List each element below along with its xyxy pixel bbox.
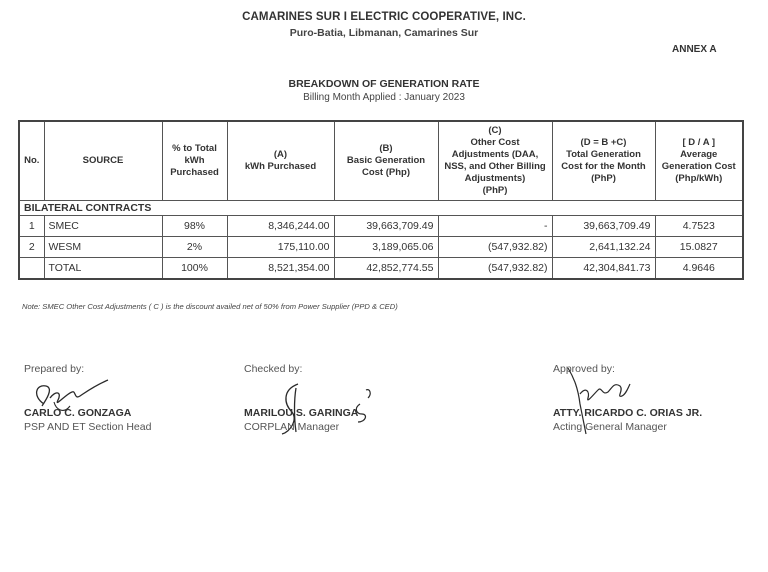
prepared-by-role: PSP AND ET Section Head: [24, 421, 152, 433]
section-row: [19, 201, 743, 216]
header-basic-cost: (B) Basic Generation Cost (Php): [334, 121, 438, 201]
approved-by-label: Approved by:: [553, 363, 615, 375]
row-source: SMEC: [44, 216, 162, 237]
table-row: [19, 237, 743, 258]
row-avg-cost: 15.0827: [655, 237, 743, 258]
row-avg-cost: 4.7523: [655, 216, 743, 237]
total-label: TOTAL: [44, 258, 162, 280]
total-avg-cost: 4.9646: [655, 258, 743, 280]
section-label: BILATERAL CONTRACTS: [19, 201, 743, 216]
header-kwh: (A) kWh Purchased: [227, 121, 334, 201]
header-pct: % to Total kWh Purchased: [162, 121, 227, 201]
row-basic-cost: 3,189,065.06: [334, 237, 438, 258]
approved-by-name: ATTY. RICARDO C. ORIAS JR.: [553, 407, 703, 419]
row-basic-cost: 39,663,709.49: [334, 216, 438, 237]
approved-by-role: Acting General Manager: [553, 421, 667, 433]
generation-rate-table: [18, 120, 744, 280]
table-header-row: [19, 121, 743, 201]
total-basic-cost: 42,852,774.55: [334, 258, 438, 280]
row-other-cost: -: [438, 216, 552, 237]
checked-by-name: MARILOU S. GARINGA: [244, 407, 359, 419]
total-row: [19, 258, 743, 280]
row-source: WESM: [44, 237, 162, 258]
checked-by-role: CORPLAN Manager: [244, 421, 340, 433]
total-kwh: 8,521,354.00: [227, 258, 334, 280]
row-kwh: 175,110.00: [227, 237, 334, 258]
prepared-by-name: CARLO C. GONZAGA: [24, 407, 132, 419]
total-pct: 100%: [162, 258, 227, 280]
row-total-cost: 2,641,132.24: [552, 237, 655, 258]
total-no: [19, 258, 44, 280]
row-total-cost: 39,663,709.49: [552, 216, 655, 237]
organization-name: CAMARINES SUR I ELECTRIC COOPERATIVE, INC.: [242, 11, 526, 23]
billing-month: Billing Month Applied : January 2023: [303, 92, 465, 103]
organization-address: Puro-Batia, Libmanan, Camarines Sur: [289, 27, 479, 39]
annex-label: ANNEX A: [672, 44, 717, 55]
header-avg-cost: [ D / A ] Average Generation Cost (Php/kWh): [655, 121, 743, 201]
document-title: BREAKDOWN OF GENERATION RATE: [288, 78, 480, 90]
total-other-cost: (547,932.82): [438, 258, 552, 280]
table-row: [19, 216, 743, 237]
row-no: 1: [19, 216, 44, 237]
row-kwh: 8,346,244.00: [227, 216, 334, 237]
header-other-cost: (C) Other Cost Adjustments (DAA, NSS, and Other Billing Adjustments) (PhP): [438, 121, 552, 201]
footnote: Note: SMEC Other Cost Adjustments ( C ) is the discount availed net of 50% from Power Supplier (PPD & CED): [22, 302, 398, 311]
row-other-cost: (547,932.82): [438, 237, 552, 258]
row-pct: 2%: [162, 237, 227, 258]
total-total-cost: 42,304,841.73: [552, 258, 655, 280]
row-no: 2: [19, 237, 44, 258]
header-no: No.: [19, 121, 44, 201]
prepared-by-label: Prepared by:: [24, 363, 85, 375]
checked-by-label: Checked by:: [244, 363, 303, 375]
header-total-cost: (D = B +C) Total Generation Cost for the Month (PhP): [552, 121, 655, 201]
row-pct: 98%: [162, 216, 227, 237]
header-source: SOURCE: [44, 121, 162, 201]
